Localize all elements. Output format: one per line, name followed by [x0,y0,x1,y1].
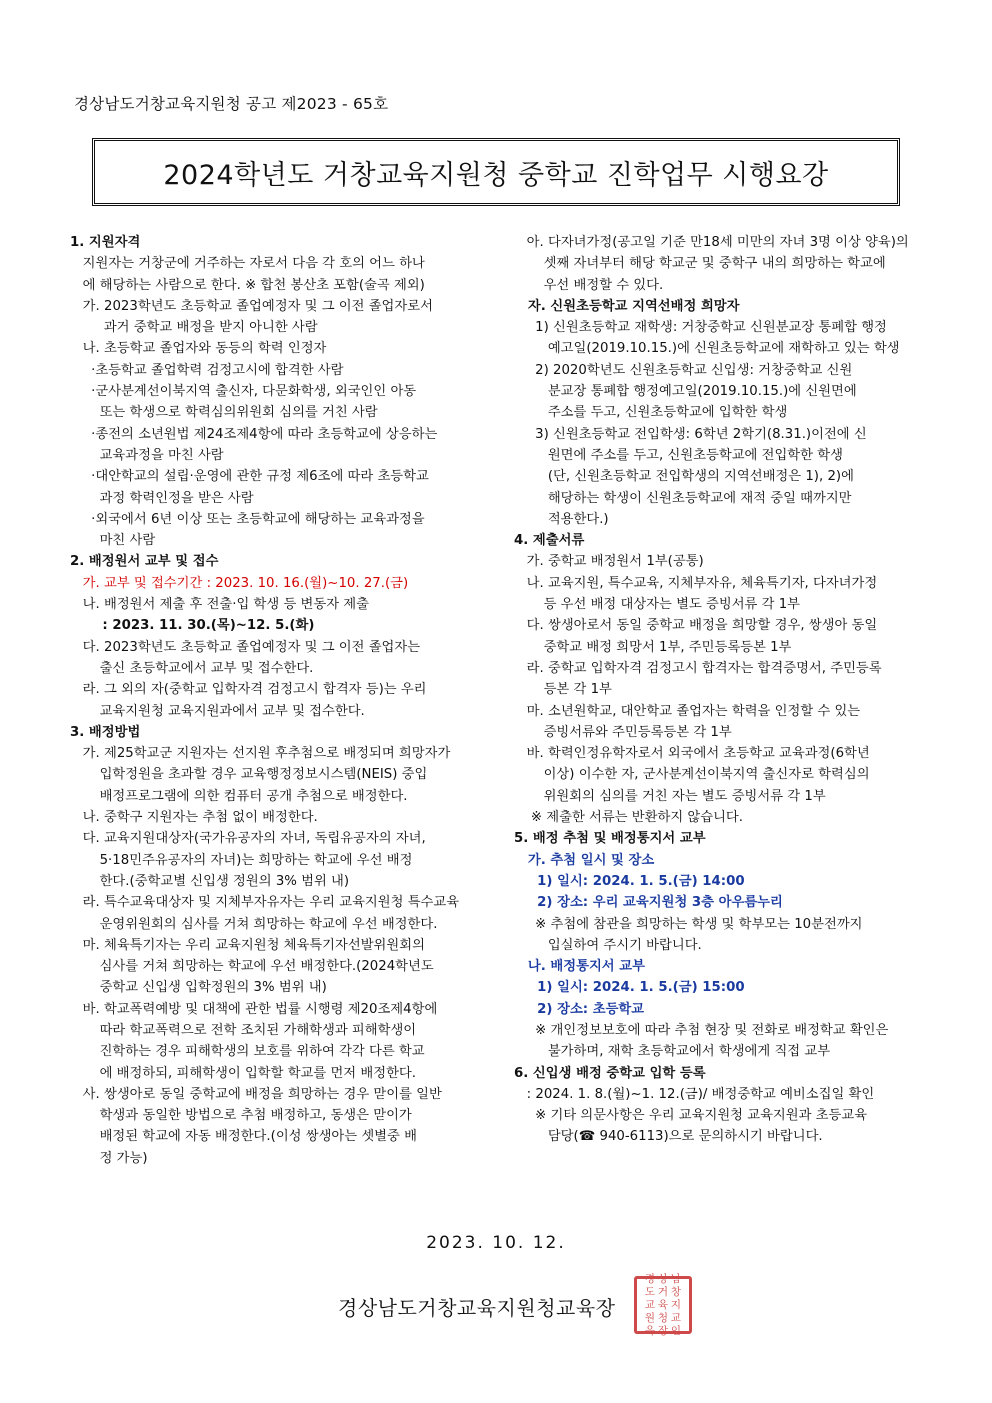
right-column [514,232,924,1148]
issuer-signature: 경상남도거창교육지원청교육장 [338,1296,616,1320]
text-line: 심사를 거쳐 희망하는 학교에 우선 배정한다.(2024학년도 [70,959,434,975]
text-line: 다. 교육지원대상자(국가유공자의 자녀, 독립유공자의 자녀, [70,831,426,847]
text-line: 셋째 자녀부터 해당 학교군 및 중학구 내의 희망하는 학교에 [514,256,886,272]
text-line: ·군사분계선이북지역 출신자, 다문화학생, 외국인인 아동 [70,384,417,400]
text-line: 담당(☎ 940-6113)으로 문의하시기 바랍니다. [514,1129,823,1145]
text-line: 해당하는 학생이 신원초등학교에 재적 중일 때까지만 [514,490,852,506]
text-line: 자. 신원초등학교 지역선배정 희망자 [514,298,740,314]
text-line: 불가하며, 재학 초등학교에서 학생에게 직접 교부 [514,1044,831,1060]
text-line: 나. 초등학교 졸업자와 동등의 학력 인정자 [70,341,327,357]
left-column [70,232,480,1169]
text-line: 바. 학교폭력예방 및 대책에 관한 법률 시행령 제20조제4항에 [70,1001,438,1017]
text-line: 1) 신원초등학교 재학생: 거창중학교 신원분교장 통폐합 행정 [514,320,887,336]
text-line: 에 해당하는 사람으로 한다. ※ 합천 봉산초 포함(술곡 제외) [70,277,425,293]
text-line: ※ 기타 의문사항은 우리 교육지원청 교육지원과 초등교육 [514,1108,868,1124]
text-line: ※ 개인정보보호에 따라 추첨 현장 및 전화로 배정학교 확인은 [514,1022,889,1038]
text-line: 2) 장소: 초등학교 [514,1001,645,1017]
text-line: 에 배정하되, 피해학생이 입학할 학교를 먼저 배정한다. [70,1065,416,1081]
text-line: 가. 교부 및 접수기간 : 2023. 10. 16.(월)~10. 27.(금) [70,575,409,591]
document-title [92,138,900,206]
text-line: 나. 배정통지서 교부 [514,959,645,975]
text-line: ·초등학교 졸업학력 검정고시에 합격한 사람 [70,362,344,378]
section-heading: 4. 제출서류 [514,533,585,549]
text-line: 나. 배정원서 제출 후 전출·입 학생 등 변동자 제출 [70,597,369,613]
text-line: 과정 학력인정을 받은 사람 [70,490,254,506]
text-line: 과거 중학교 배정을 받지 아니한 사람 [70,320,318,336]
official-seal-icon: 경 상 남 도 거 창 교 육 지 원 청 교 육 장 인 [634,1276,692,1334]
text-line: 학생과 동일한 방법으로 추첨 배정하고, 동생은 맏이가 [70,1108,412,1124]
text-line: 2) 2020학년도 신원초등학교 신입생: 거창중학교 신원 [514,362,853,378]
text-line: 마친 사람 [70,533,156,549]
text-line: 입실하여 주시기 바랍니다. [514,937,702,953]
text-line: 가. 중학교 배정원서 1부(공통) [514,554,704,570]
text-line: 입학정원을 초과할 경우 교육행정정보시스템(NEIS) 중입 [70,767,428,783]
text-line: 아. 다자녀가정(공고일 기준 만18세 미만의 자녀 3명 이상 양육)의 [514,235,909,250]
notice-number: 경상남도거창교육지원청 공고 제2023 - 65호 [74,95,389,113]
text-line: ·대안학교의 설립·운영에 관한 규정 제6조에 따라 초등학교 [70,469,429,485]
issue-date: 2023. 10. 12. [426,1233,566,1253]
text-line: ·종전의 소년원법 제24조제4항에 따라 초등학교에 상응하는 [70,426,438,442]
section-heading: 6. 신입생 배정 중학교 입학 등록 [514,1065,706,1081]
text-line: 등본 각 1부 [514,682,612,698]
text-line: 적용한다.) [514,511,609,527]
text-line: 나. 중학구 지원자는 추첨 없이 배정한다. [70,810,318,826]
text-line: 한다.(중학교별 신입생 정원의 3% 범위 내) [70,873,350,889]
text-line: : 2024. 1. 8.(월)~1. 12.(금)/ 배정중학교 예비소집일 확인 [514,1086,875,1102]
text-line: 진학하는 경우 피해학생의 보호를 위하여 각각 다른 학교 [70,1044,425,1060]
text-line: 위원회의 심의를 거친 자는 별도 증빙서류 각 1부 [514,788,826,804]
section-heading: 1. 지원자격 [70,235,141,250]
text-line: 예고일(2019.10.15.)에 신원초등학교에 재학하고 있는 학생 [514,341,900,357]
text-line: 출신 초등학교에서 교부 및 접수한다. [70,660,314,676]
text-line: 증빙서류와 주민등록등본 각 1부 [514,724,732,740]
text-line: : 2023. 11. 30.(목)~12. 5.(화) [70,618,315,634]
text-line: 중학교 신입생 입학정원의 3% 범위 내) [70,980,327,996]
text-line: ※ 제출한 서류는 반환하지 않습니다. [514,810,744,826]
text-line: 라. 그 외의 자(중학교 입학자격 검정고시 합격자 등)는 우리 [70,682,427,698]
text-line: 가. 추첨 일시 및 장소 [514,852,655,868]
text-line: 이상) 이수한 자, 군사분계선이북지역 출신자로 학력심의 [514,767,870,783]
text-line: 라. 중학교 입학자격 검정고시 합격자는 합격증명서, 주민등록 [514,660,882,676]
text-line: 마. 체육특기자는 우리 교육지원청 체육특기자선발위원회의 [70,937,425,953]
text-line: 주소를 두고, 신원초등학교에 입학한 학생 [514,405,788,421]
text-line: 지원자는 거창군에 거주하는 자로서 다음 각 호의 어느 하나 [70,256,425,272]
text-line: 분교장 통폐합 행정예고일(2019.10.15.)에 신원면에 [514,384,857,400]
text-line: 배정된 학교에 자동 배정한다.(이성 쌍생아는 셋별중 배 [70,1129,417,1145]
text-line: ·외국에서 6년 이상 또는 초등학교에 해당하는 교육과정을 [70,511,425,527]
text-line: 우선 배정할 수 있다. [514,277,664,293]
text-line: 교육지원청 교육지원과에서 교부 및 접수한다. [70,703,365,719]
text-line: 라. 특수교육대상자 및 지체부자유자는 우리 교육지원청 특수교육 [70,895,460,911]
text-line: 등 우선 배정 대상자는 별도 증빙서류 각 1부 [514,597,800,613]
document-title-text: 2024학년도 거창교육지원청 중학교 진학업무 시행요강 [163,159,829,191]
text-line: 2) 장소: 우리 교육지원청 3층 아우름누리 [514,895,783,911]
text-line: 배정프로그램에 의한 컴퓨터 공개 추첨으로 배정한다. [70,788,408,804]
section-heading: 3. 배정방법 [70,724,141,740]
text-line: 사. 쌍생아로 동일 중학교에 배정을 희망하는 경우 맏이를 일반 [70,1086,442,1102]
section-heading: 2. 배정원서 교부 및 접수 [70,554,219,570]
text-line: 마. 소년원학교, 대안학교 졸업자는 학력을 인정할 수 있는 [514,703,861,719]
text-line: 중학교 배정 희망서 1부, 주민등록등본 1부 [514,639,792,655]
text-line: 따라 학교폭력으로 전학 조치된 가해학생과 피해학생이 [70,1022,417,1038]
text-line: 다. 쌍생아로서 동일 중학교 배정을 희망할 경우, 쌍생아 동일 [514,618,878,634]
section-heading: 5. 배정 추첨 및 배정통지서 교부 [514,831,706,847]
text-line: 원면에 주소를 두고, 신원초등학교에 전입학한 학생 [514,447,843,463]
text-line: 5·18민주유공자의 자녀)는 희망하는 학교에 우선 배정 [70,852,413,868]
text-line: 정 가능) [70,1150,148,1166]
text-line: 나. 교육지원, 특수교육, 지체부자유, 체육특기자, 다자녀가정 [514,575,878,591]
text-line: 1) 일시: 2024. 1. 5.(금) 14:00 [514,873,745,889]
text-line: 운영위원회의 심사를 거쳐 희망하는 학교에 우선 배정한다. [70,916,438,932]
text-line: 3) 신원초등학교 전입학생: 6학년 2학기(8.31.)이전에 신 [514,426,867,442]
text-line: 또는 학생으로 학력심의위원회 심의를 거친 사람 [70,405,378,421]
text-line: (단, 신원초등학교 전입학생의 지역선배정은 1), 2)에 [514,469,854,485]
text-line: 가. 제25학교군 지원자는 선지원 후추첨으로 배정되며 희망자가 [70,746,451,762]
text-line: 가. 2023학년도 초등학교 졸업예정자 및 그 이전 졸업자로서 [70,298,433,314]
text-line: 다. 2023학년도 초등학교 졸업예정자 및 그 이전 졸업자는 [70,639,421,655]
text-line: 교육과정을 마친 사람 [70,447,224,463]
text-line: ※ 추첨에 참관을 희망하는 학생 및 학부모는 10분전까지 [514,916,863,932]
text-line: 바. 학력인정유학자로서 외국에서 초등학교 교육과정(6학년 [514,746,870,762]
text-line: 1) 일시: 2024. 1. 5.(금) 15:00 [514,980,745,996]
